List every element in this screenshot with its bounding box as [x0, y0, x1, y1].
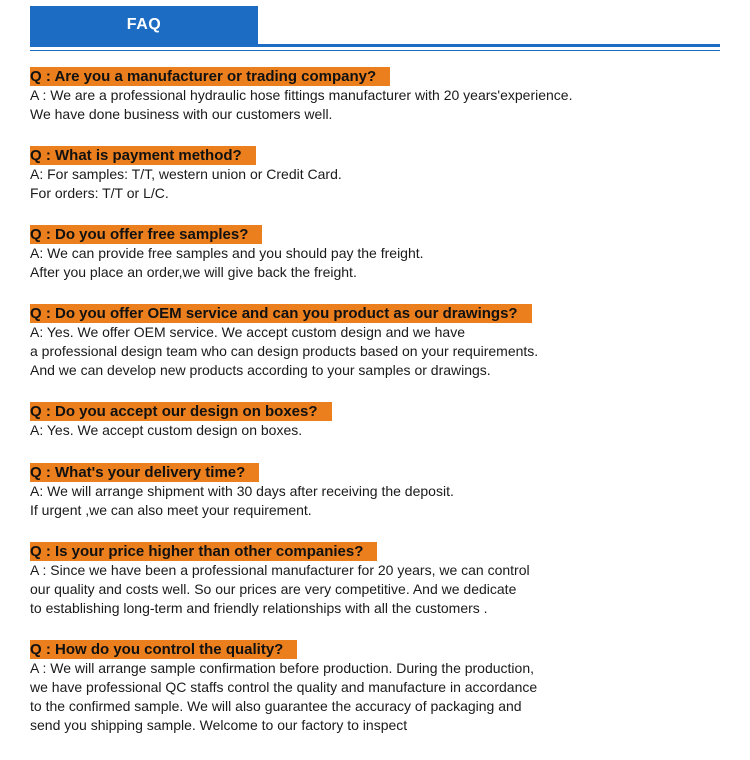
answer-line: A : We will arrange sample confirmation before production. During the production, [30, 660, 535, 676]
faq-question: Q : What is payment method? [30, 146, 256, 165]
faq-item-1 [30, 67, 572, 124]
answer-line: After you place an order,we will give back the freight. [30, 264, 357, 280]
header-divider-thick [30, 44, 720, 47]
answer-line: to the confirmed sample. We will also guarantee the accuracy of packaging and [30, 698, 522, 714]
faq-question: Q : Is your price higher than other companies? [30, 542, 377, 561]
faq-item-4 [30, 304, 538, 380]
faq-answer [30, 421, 332, 440]
answer-line: And we can develop new products according to your samples or drawings. [30, 362, 491, 378]
answer-line: A: We will arrange shipment with 30 days after receiving the deposit. [30, 483, 454, 499]
answer-line: For orders: T/T or L/C. [30, 185, 169, 201]
faq-answer [30, 561, 530, 618]
faq-answer [30, 86, 572, 124]
faq-question: Q : What's your delivery time? [30, 463, 259, 482]
faq-answer [30, 244, 424, 282]
faq-header [30, 6, 720, 52]
faq-answer [30, 165, 342, 203]
faq-question: Q : Are you a manufacturer or trading company? [30, 67, 390, 86]
answer-line: A: For samples: T/T, western union or Credit Card. [30, 166, 342, 182]
faq-item-3 [30, 225, 424, 282]
faq-question: Q : Do you accept our design on boxes? [30, 402, 332, 421]
answer-line: A: We can provide free samples and you should pay the freight. [30, 245, 424, 261]
header-divider-thin [30, 50, 720, 51]
answer-line: a professional design team who can design products based on your requirements. [30, 343, 539, 359]
faq-item-8 [30, 640, 537, 735]
faq-item-6 [30, 463, 454, 520]
faq-question: Q : How do you control the quality? [30, 640, 297, 659]
faq-question: Q : Do you offer free samples? [30, 225, 262, 244]
faq-title-tab: FAQ [30, 6, 258, 44]
answer-line: If urgent ,we can also meet your requirement. [30, 502, 312, 518]
answer-line: to establishing long-term and friendly relationships with all the customers . [30, 600, 488, 616]
answer-line: send you shipping sample. Welcome to our factory to inspect [30, 717, 408, 733]
answer-line: A : We are a professional hydraulic hose fittings manufacturer with 20 years'experience. [30, 87, 573, 103]
faq-answer [30, 482, 454, 520]
faq-item-5 [30, 402, 332, 440]
answer-line: we have professional QC staffs control the quality and manufacture in accordance [30, 679, 538, 695]
faq-item-2 [30, 146, 342, 203]
faq-answer [30, 323, 538, 380]
answer-line: A : Since we have been a professional manufacturer for 20 years, we can control [30, 562, 530, 578]
answer-line: We have done business with our customers well. [30, 106, 333, 122]
answer-line: A: Yes. We accept custom design on boxes. [30, 422, 303, 438]
answer-line: A: Yes. We offer OEM service. We accept custom design and we have [30, 324, 465, 340]
faq-answer [30, 659, 537, 735]
faq-question: Q : Do you offer OEM service and can you product as our drawings? [30, 304, 532, 323]
answer-line: our quality and costs well. So our prices are very competitive. And we dedicate [30, 581, 517, 597]
faq-item-7 [30, 542, 530, 618]
